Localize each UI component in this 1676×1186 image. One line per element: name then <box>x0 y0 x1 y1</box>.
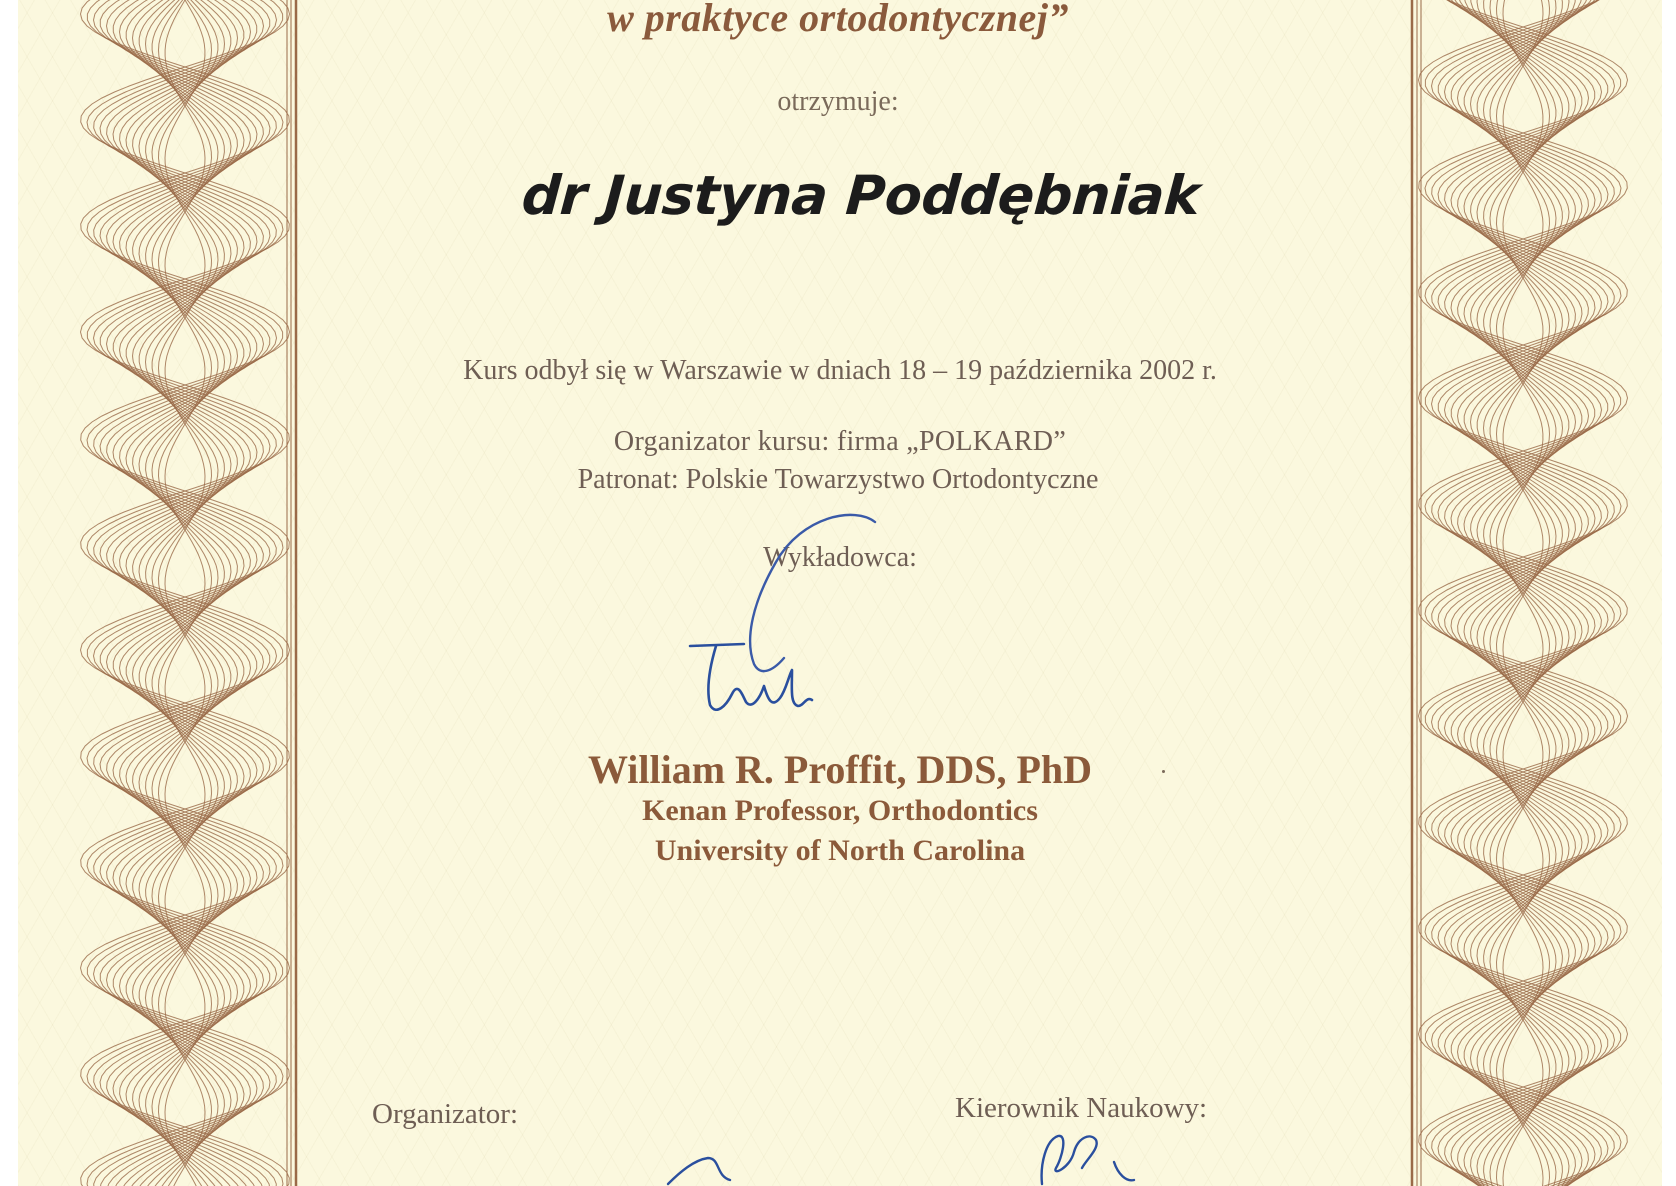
organizer-signature <box>660 1150 780 1186</box>
guilloche-border-left <box>70 0 300 1186</box>
lecturer-title: Kenan Professor, Orthodontics <box>642 794 1038 827</box>
organizer-signature-label: Organizator: <box>372 1098 519 1130</box>
lecturer-university: University of North Carolina <box>654 834 1026 867</box>
receives-label: otrzymuje: <box>777 86 899 117</box>
scientific-head-signature <box>1030 1122 1170 1186</box>
guilloche-border-right <box>1408 0 1638 1186</box>
lecturer-name: William R. Proffit, DDS, PhD <box>587 747 1093 792</box>
patron-line: Patronat: Polskie Towarzystwo Ortodontyczne <box>577 464 1099 495</box>
lecturer-signature <box>680 510 880 725</box>
scientific-head-signature-label: Kierownik Naukowy: <box>955 1092 1208 1124</box>
course-info: Kurs odbył się w Warszawie w dniach 18 – 19 października 2002 r. <box>463 355 1217 386</box>
course-title-fragment: w praktyce ortodontycznej” <box>607 0 1069 40</box>
lecturer-label: Wykładowca: <box>763 542 917 573</box>
organizer-line: Organizator kursu: firma „POLKARD” <box>613 426 1067 457</box>
stray-dot <box>1162 770 1165 773</box>
recipient-name: dr Justyna Poddębniak <box>519 164 1202 227</box>
